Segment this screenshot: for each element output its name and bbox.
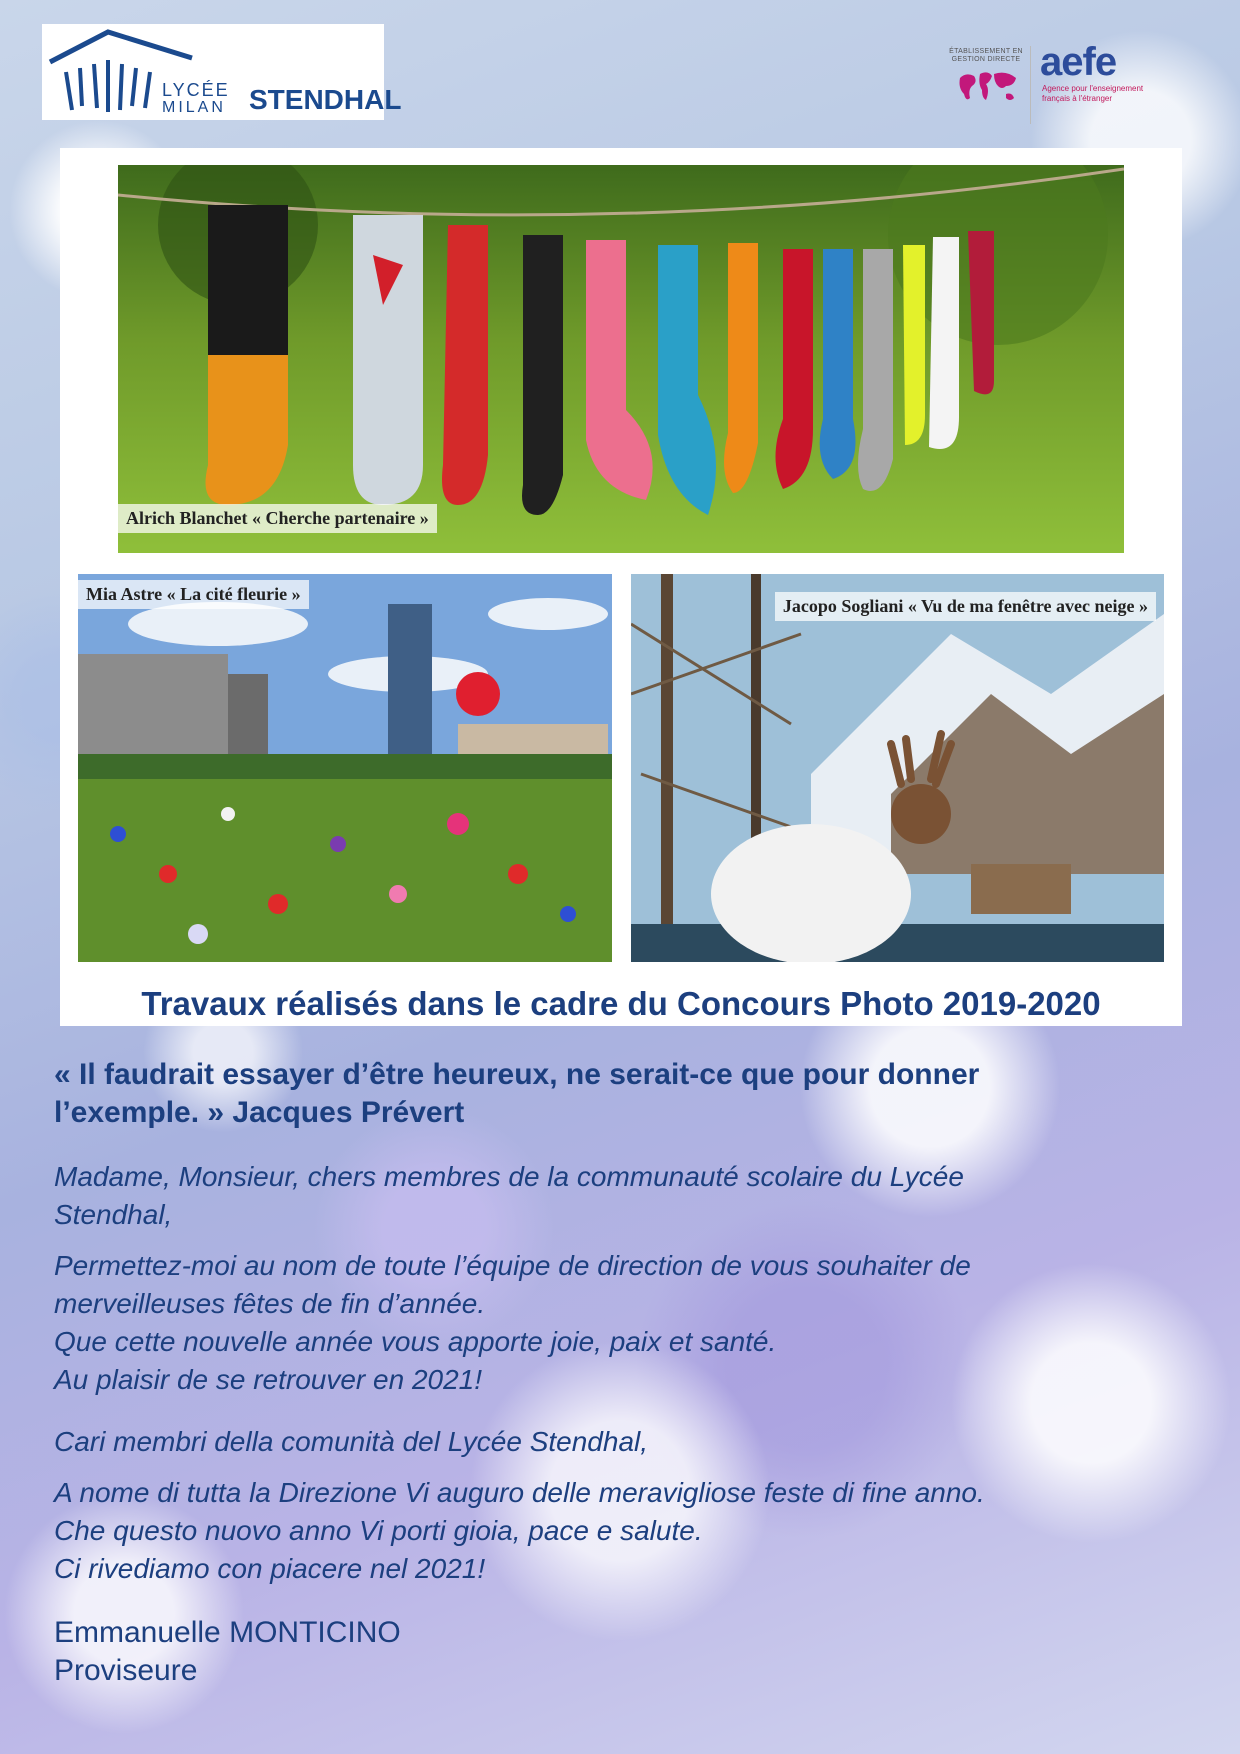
- aefe-divider: [1030, 46, 1031, 124]
- french-message-line: Que cette nouvelle année vous apporte joie, paix et santé.: [54, 1326, 777, 1357]
- quote-line: l’exemple. » Jacques Prévert: [54, 1096, 465, 1129]
- prevert-quote: [54, 1056, 1184, 1132]
- italian-greeting: [54, 1423, 1184, 1461]
- aefe-logo: [944, 42, 1144, 122]
- photo-caption-left: Mia Astre « La cité fleurie »: [78, 580, 309, 609]
- aefe-acronym: aefe: [1040, 40, 1117, 84]
- photo-snow-window: [631, 574, 1164, 962]
- photo-city-flowers: [78, 574, 612, 962]
- photo-caption-right: Jacopo Sogliani « Vu de ma fenêtre avec neige »: [775, 592, 1156, 621]
- signature-block: [54, 1614, 401, 1690]
- french-message-line: Permettez-moi au nom de toute l’équipe de direction de vous souhaiter de: [54, 1250, 971, 1281]
- signature-name: Emmanuelle MONTICINO: [54, 1616, 401, 1649]
- lycee-stendhal-logo: [42, 24, 402, 120]
- italian-message-line: Che questo nuovo anno Vi porti gioia, pace e salute.: [54, 1515, 703, 1546]
- signature-role: Proviseure: [54, 1654, 198, 1687]
- logo-word-milan: MILAN: [162, 99, 226, 116]
- aefe-establishment-note: ÉTABLISSEMENT EN GESTION DIRECTE: [949, 48, 1023, 63]
- italian-greeting-line: Cari membri della comunità del Lycée Stendhal,: [54, 1426, 649, 1457]
- italian-message-line: Ci rivediamo con piacere nel 2021!: [54, 1553, 486, 1584]
- photo-contest-panel: [60, 148, 1182, 1026]
- logo-word-stendhal: STENDHAL: [249, 84, 402, 115]
- french-greeting-line: Stendhal,: [54, 1199, 173, 1230]
- italian-message: [54, 1474, 1184, 1588]
- photo-caption-top: Alrich Blanchet « Cherche partenaire »: [118, 504, 437, 533]
- quote-line: « Il faudrait essayer d’être heureux, ne serait-ce que pour donner: [54, 1058, 980, 1091]
- french-greeting-line: Madame, Monsieur, chers membres de la communauté scolaire du Lycée: [54, 1161, 964, 1192]
- italian-message-line: A nome di tutta la Direzione Vi auguro delle meravigliose feste di fine anno.: [54, 1477, 985, 1508]
- logo-word-lycee: LYCÉE: [162, 80, 230, 100]
- world-map-icon: [956, 68, 1020, 108]
- photo-socks-clothesline: [118, 165, 1124, 553]
- photo-contest-title: Travaux réalisés dans le cadre du Concours Photo 2019-2020: [141, 985, 1101, 1022]
- french-message-line: merveilleuses fêtes de fin d’année.: [54, 1288, 486, 1319]
- aefe-full-name: Agence pour l'enseignement français à l'étranger: [1042, 84, 1144, 103]
- french-greeting: [54, 1158, 1184, 1234]
- french-message: [54, 1247, 1184, 1399]
- french-message-line: Au plaisir de se retrouver en 2021!: [54, 1364, 483, 1395]
